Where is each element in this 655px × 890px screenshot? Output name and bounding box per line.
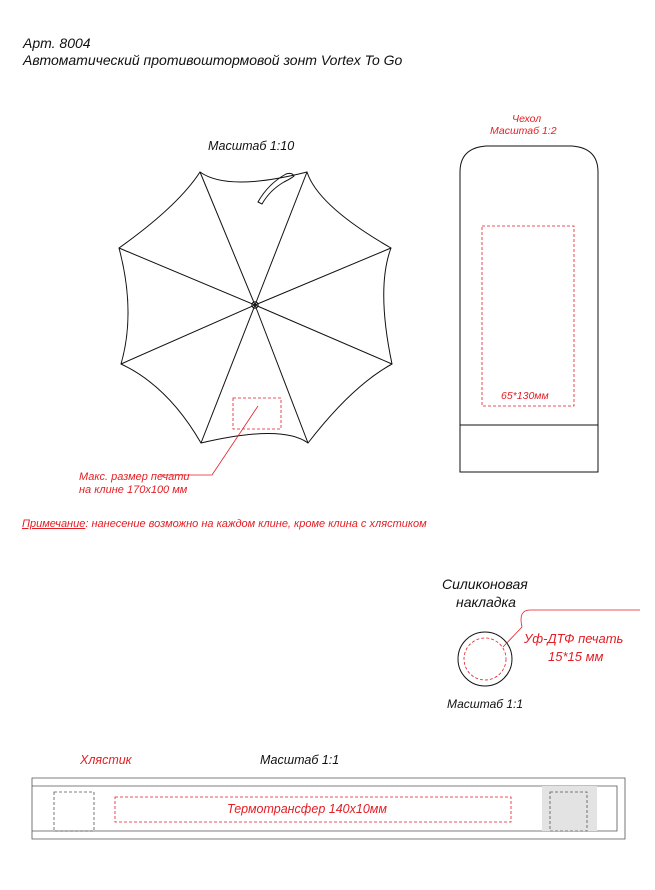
article-number: Арт. 8004 [23,35,91,51]
umbrella-top-view [119,172,392,475]
umbrella-print-label-line2: на клине 170x100 мм [79,484,188,496]
silicone-pad-print-label-line1: Уф-ДТФ печать [524,631,624,646]
case-title-line1: Чехол [512,113,542,125]
silicone-pad-outline [458,632,512,686]
strap-scale-label: Масштаб 1:1 [260,753,340,767]
umbrella-print-area [233,398,281,429]
umbrella-strap-loop [258,173,294,204]
silicone-pad-print-area [464,638,506,680]
umbrella-ribs [119,172,392,443]
strap-print-area-label: Термотрансфер 140x10мм [227,802,387,816]
silicone-pad-drawing [458,610,640,686]
case-title-line2: Масштаб 1:2 [490,125,557,137]
strap-left-fastener [54,792,94,831]
product-title: Автоматический противоштормовой зонт Vortex To Go [23,52,403,68]
silicone-pad-scale-label: Масштаб 1:1 [447,697,524,711]
note-prefix: Примечание [22,518,86,530]
silicone-pad-print-label-line2: 15*15 мм [548,649,604,664]
case-drawing [460,146,598,472]
silicone-pad-callout-line [503,627,522,647]
note-text: : нанесение возможно на каждом клине, кроме клина с хлястиком [85,518,427,530]
umbrella-print-label-line1: Макс. размер печати [79,471,190,483]
case-print-size: 65*130мм [501,390,549,402]
silicone-pad-title-line2: накладка [456,594,516,610]
umbrella-callout-line [160,406,258,475]
silicone-pad-title-line1: Силиконовая [442,576,528,592]
strap-label: Хлястик [80,753,132,767]
case-print-area [482,226,574,406]
umbrella-scale-label: Масштаб 1:10 [208,139,295,153]
silicone-pad-callout-bracket [521,610,640,627]
note [22,518,427,531]
case-outline [460,146,598,472]
